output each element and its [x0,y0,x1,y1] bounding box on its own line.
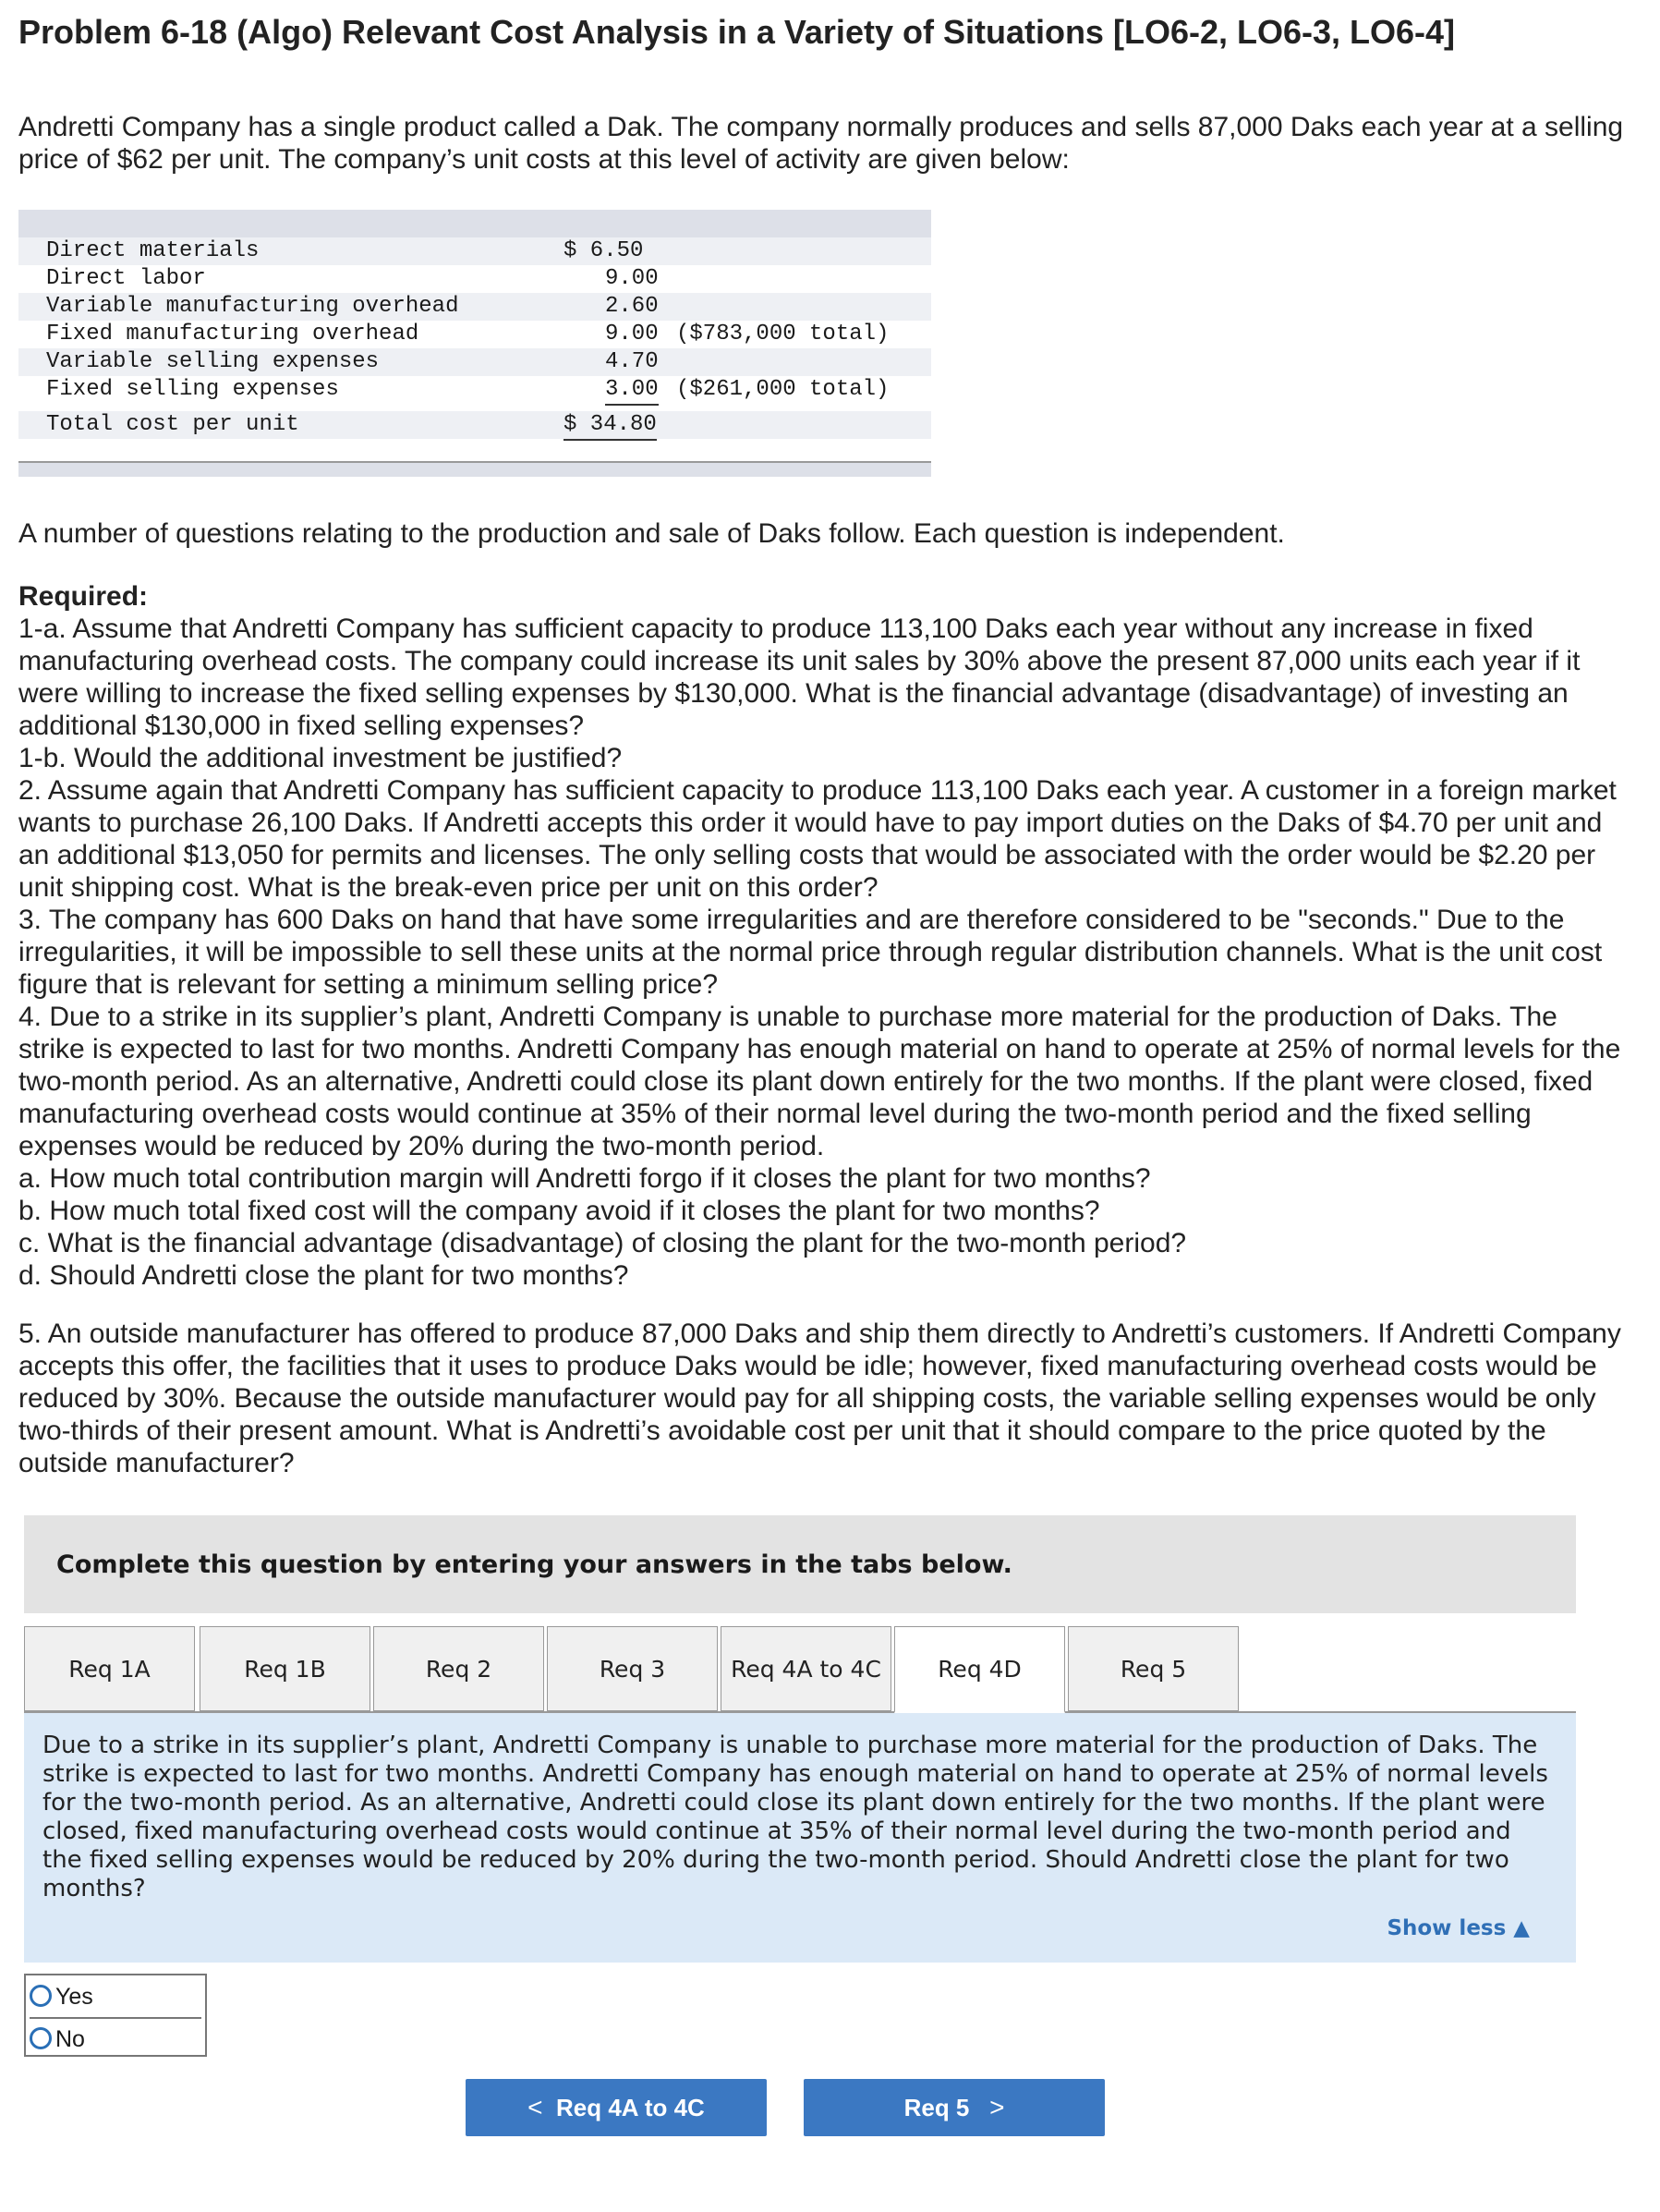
questions-intro: A number of questions relating to the production and sale of Daks follow. Each question is independent. [18,518,1285,549]
tab-req-5[interactable]: Req 5 [1068,1626,1239,1711]
tab-req-2[interactable]: Req 2 [373,1626,544,1711]
radio-circle-icon[interactable] [30,2027,52,2049]
row-label: Fixed selling expenses [46,377,339,402]
tab-bar [24,1626,1576,1713]
show-less-link[interactable]: Show less ▲ [1387,1916,1530,1940]
required-item: a. How much total contribution margin will Andretti forgo if it closes the plant for two months? [18,1163,1151,1194]
question-instruction: Complete this question by entering your answers in the tabs below. [56,1550,1012,1579]
required-item: c. What is the financial advantage (disadvantage) of closing the plant for the two-month period? [18,1228,1187,1258]
tab-req-4d[interactable]: Req 4D [894,1626,1065,1713]
chevron-right-icon: > [989,2093,1005,2121]
tab-req-1a[interactable]: Req 1A [24,1626,195,1711]
required-item: 3. The company has 600 Daks on hand that have some irregularities and are therefore considered to be "seconds." Due to the irregularities, it will be impossible to sell these units at the normal price through regular distribution channels. What is the unit cost figure that is relevant for setting a minimum selling price? [18,905,1603,1000]
row-value: 3.00 [605,376,659,406]
table-row [18,348,931,376]
required-item: 2. Assume again that Andretti Company has sufficient capacity to produce 113,100 Daks each year. A customer in a foreign market wants to purchase 26,100 Daks. If Andretti accepts this order it would have to pay import duties on the Daks of $4.70 per unit and an additional $13,050 for permits and licenses. The only selling costs that would be associated with the order would be $2.20 per unit shipping cost. What is the break-even price per unit on this order? [18,775,1617,903]
radio-option-yes[interactable] [30,1976,93,2017]
table-footer-bar [18,461,931,477]
radio-option-no[interactable] [30,2017,201,2060]
prev-button-label: Req 4A to 4C [555,2094,705,2121]
problem-title: Problem 6-18 (Algo) Relevant Cost Analysis in a Variety of Situations [LO6-2, LO6-3, LO6-4] [18,13,1456,51]
row-label: Direct labor [46,266,206,291]
radio-circle-icon[interactable] [30,1985,52,2007]
prev-tab-button[interactable] [466,2079,767,2136]
row-label: Variable selling expenses [46,349,380,374]
required-section [18,580,1626,1292]
row-note: ($783,000 total) [676,322,890,346]
row-label: Fixed manufacturing overhead [46,322,419,346]
cost-table [18,210,931,475]
next-tab-button[interactable] [804,2079,1105,2136]
row-label: Total cost per unit [46,412,299,437]
tab-content-panel [24,1713,1576,1963]
row-label: Variable manufacturing overhead [46,294,459,319]
row-value: $ 34.80 [563,411,657,441]
chevron-left-icon: < [527,2093,543,2121]
row-label: Direct materials [46,238,260,263]
next-button-label: Req 5 [903,2094,970,2121]
required-heading: Required: [18,581,149,612]
question-instruction-box [24,1515,1576,1613]
table-row [18,237,931,265]
table-row [18,293,931,321]
required-item: 4. Due to a strike in its supplier’s plant, Andretti Company is unable to purchase more material for the production of Daks. The strike is expected to last for two months. Andretti Company has enough material on hand to operate at 25% of normal levels for the two-month period. As an alternative, Andretti could close its plant down entirely for the two months. If the plant were closed, fixed manufacturing overhead costs would continue at 35% of their normal level during the two-month period and the fixed selling expenses would be reduced by 20% during the two-month period. [18,1002,1621,1161]
table-row [18,376,931,404]
req5-text: 5. An outside manufacturer has offered to produce 87,000 Daks and ship them directly to Andretti’s customers. If Andretti Company accepts this offer, the facilities that it uses to produce Daks would be idle; however, fixed manufacturing overhead costs would be reduced by 30%. Because the outside manufacturer would pay for all shipping costs, the variable selling expenses would be only two-thirds of their present amount. What is Andretti’s avoidable cost per unit that it should compare to the price quoted by the outside manufacturer? [18,1319,1621,1478]
row-value: 4.70 [605,349,659,374]
table-header-bar [18,210,931,237]
row-value: $ 6.50 [563,238,644,263]
required-item: b. How much total fixed cost will the company avoid if it closes the plant for two months? [18,1196,1100,1226]
table-row [18,265,931,293]
table-row-total [18,411,931,439]
required-item: d. Should Andretti close the plant for two months? [18,1260,629,1291]
intro-text: Andretti Company has a single product called a Dak. The company normally produces and sells 87,000 Daks each year at a selling price of $62 per unit. The company’s unit costs at this level of activity are given below: [18,112,1624,175]
tab-req-4a-to-4c[interactable]: Req 4A to 4C [721,1626,891,1711]
panel-question-text: Due to a strike in its supplier’s plant, Andretti Company is unable to purchase more material for the production of Daks. The strike is expected to last for two months. Andretti Company has enough material on hand to operate at 25% of normal levels for the two-month period. As an alternative, Andretti could close its plant down entirely for the two months. If the plant were closed, fixed manufacturing overhead costs would continue at 35% of their normal level during the two-month period and the fixed selling expenses would be reduced by 20% during the two-month period. Should Andretti close the plant for two months? [42,1732,1548,1902]
row-note: ($261,000 total) [676,377,890,402]
radio-label: Yes [55,1984,93,2010]
required-item: 1-b. Would the additional investment be justified? [18,743,623,773]
radio-label: No [55,2026,85,2052]
answer-radio-group [24,1974,207,2057]
required-item: 1-a. Assume that Andretti Company has sufficient capacity to produce 113,100 Daks each year without any increase in fixed manufacturing overhead costs. The company could increase its unit sales by 30% above the present 87,000 units each year if it were willing to increase the fixed selling expenses by $130,000. What is the financial advantage (disadvantage) of investing an additional $130,000 in fixed selling expenses? [18,614,1581,741]
tab-req-1b[interactable]: Req 1B [200,1626,370,1711]
row-value: 9.00 [605,322,659,346]
tab-req-3[interactable]: Req 3 [547,1626,718,1711]
row-value: 9.00 [605,266,659,291]
row-value: 2.60 [605,294,659,319]
table-row [18,321,931,348]
